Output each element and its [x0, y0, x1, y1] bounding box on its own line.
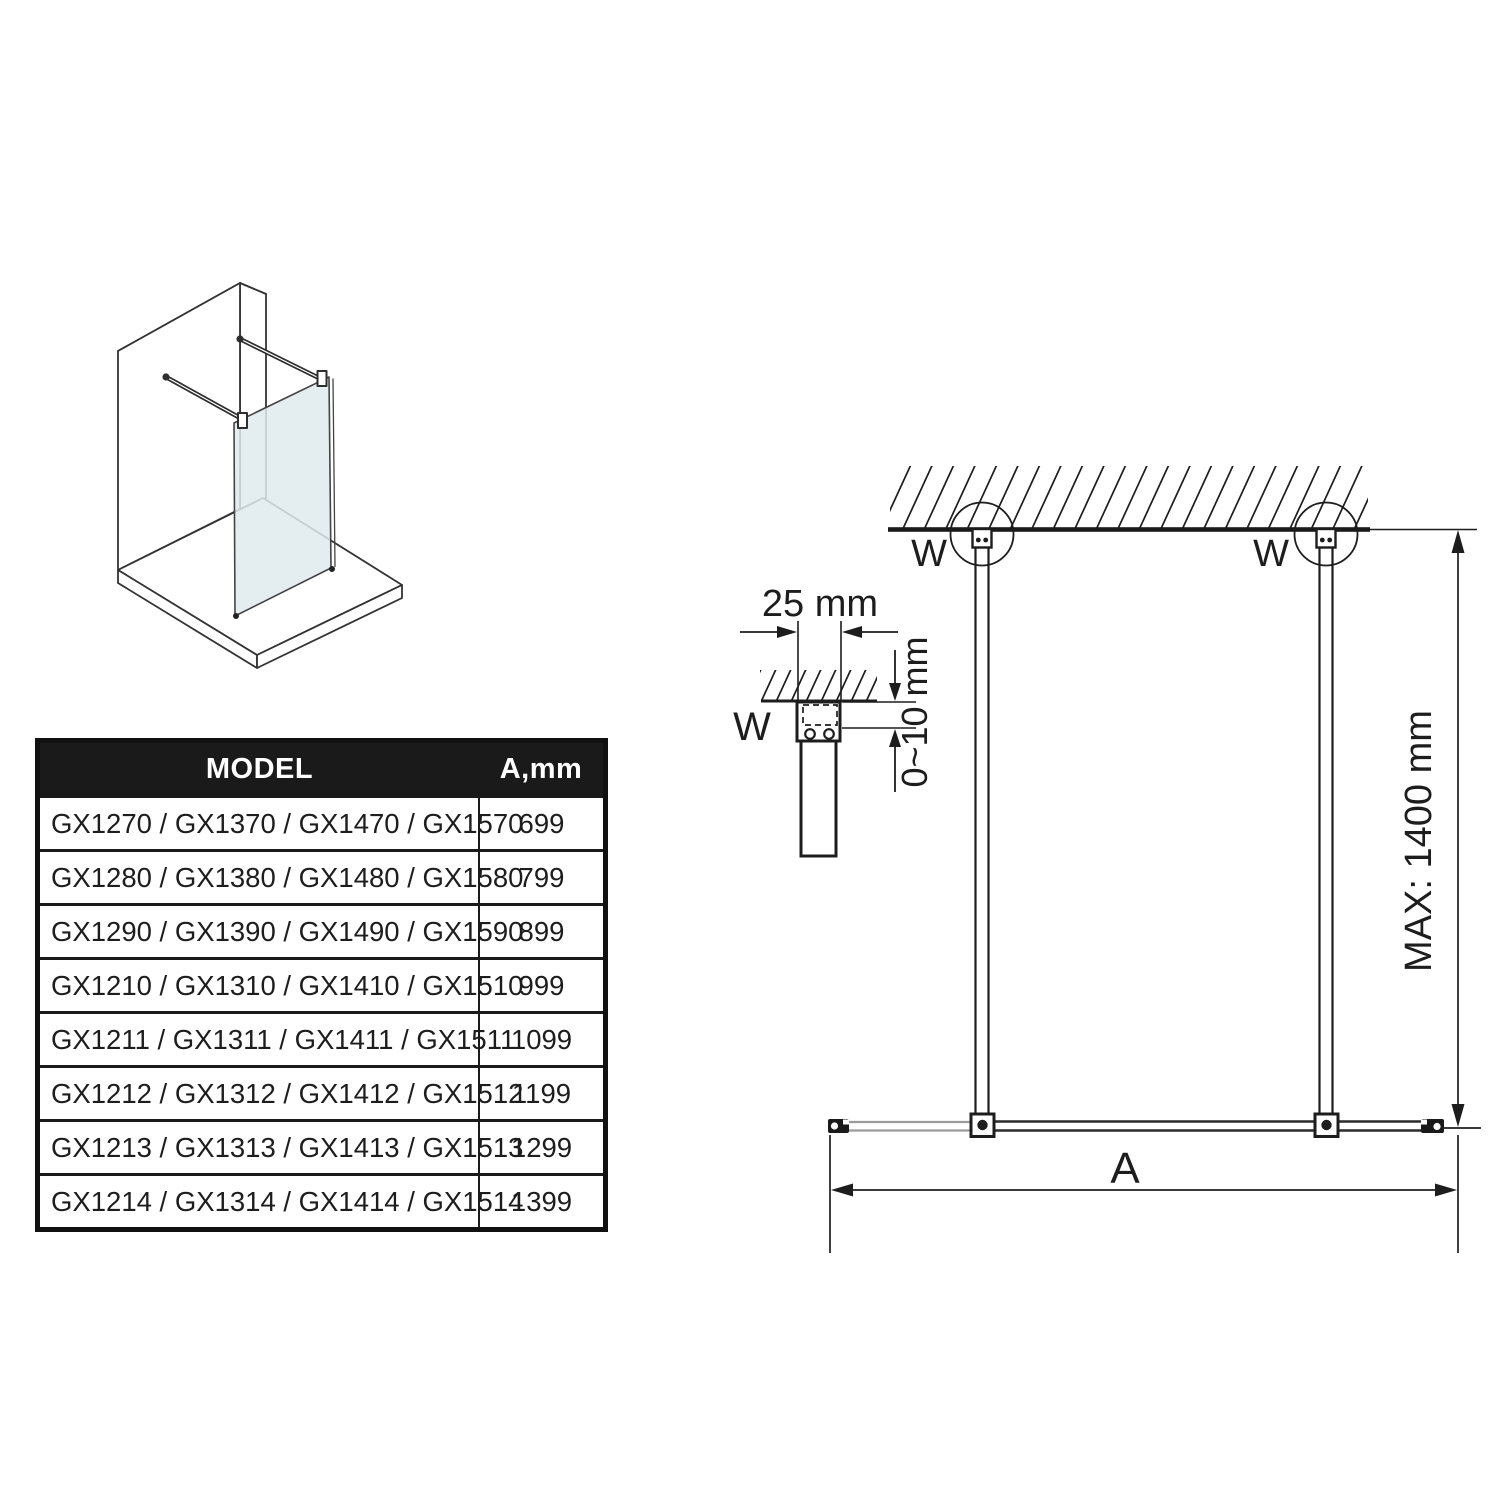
a-mm-cell: 699 — [479, 797, 606, 851]
dimension-glass-width — [830, 1135, 1458, 1253]
detail-label: W — [733, 705, 771, 749]
model-cell: GX1214 / GX1314 / GX1414 / GX1514 — [38, 1175, 480, 1230]
a-mm-cell: 999 — [479, 959, 606, 1013]
dim-adjust-range-label: 0~10 mm — [894, 636, 935, 788]
support-bar-left — [976, 546, 989, 1114]
dim-glass-width-label: A — [1110, 1144, 1140, 1193]
wall-anchor-right-label: W — [1253, 533, 1289, 575]
model-cell: GX1280 / GX1380 / GX1480 / GX1580 — [38, 851, 480, 905]
plan-view — [828, 462, 1481, 1253]
a-mm-cell: 899 — [479, 905, 606, 959]
table-row — [38, 1013, 606, 1067]
glass-end-cap-right — [1421, 1119, 1444, 1133]
wall-hatch — [858, 462, 1450, 533]
a-mm-cell: 1199 — [479, 1067, 606, 1121]
model-cell: GX1270 / GX1370 / GX1470 / GX1570 — [38, 797, 480, 851]
wall-bracket-right — [1317, 529, 1336, 548]
bar-connector-right — [1315, 1114, 1338, 1137]
wall-surface-line — [888, 527, 1370, 532]
glass-edge-plan — [828, 1114, 1444, 1137]
a-mm-cell: 1399 — [479, 1175, 606, 1230]
model-cell: GX1210 / GX1310 / GX1410 / GX1510 — [38, 959, 480, 1013]
dim-profile-width-label: 25 mm — [761, 583, 879, 625]
detail-wall-hatch — [745, 666, 912, 704]
dim-max-length-label: MAX: 1400 mm — [1398, 710, 1440, 972]
a-mm-cell: 1299 — [479, 1121, 606, 1175]
glass-end-cap-left — [828, 1119, 849, 1133]
model-cell: GX1213 / GX1313 / GX1413 / GX1513 — [38, 1121, 480, 1175]
table-row — [38, 1121, 606, 1175]
table-row — [38, 851, 606, 905]
table-header-a-mm: A,mm — [479, 741, 606, 797]
models-table — [35, 738, 608, 1232]
isometric-view — [118, 283, 402, 668]
glass-foot-dot — [329, 566, 335, 572]
glass-clamp — [318, 371, 327, 386]
bar-connector-left — [971, 1114, 994, 1137]
wall-anchor-left-label: W — [911, 533, 947, 575]
table-row — [38, 1175, 606, 1230]
wall-bracket-left — [973, 529, 992, 548]
model-table-body — [38, 797, 606, 1230]
detail-bar — [801, 741, 836, 856]
model-cell: GX1290 / GX1390 / GX1490 / GX1590 — [38, 905, 480, 959]
detail-bracket — [797, 702, 840, 741]
dimension-max-length — [1444, 530, 1481, 1128]
table-header-model: MODEL — [38, 741, 480, 797]
dimension-profile-width — [740, 621, 898, 702]
table-row — [38, 1067, 606, 1121]
table-header-row — [38, 741, 606, 797]
glass-foot-dot — [233, 613, 239, 619]
screw-icon — [805, 729, 815, 739]
glass-clamp — [238, 413, 247, 428]
model-cell: GX1211 / GX1311 / GX1411 / GX1511 — [38, 1013, 480, 1067]
model-cell: GX1212 / GX1312 / GX1412 / GX1512 — [38, 1067, 480, 1121]
screw-icon — [824, 729, 834, 739]
support-bar-right — [1320, 546, 1333, 1114]
detail-view-w — [733, 583, 935, 856]
table-row — [38, 959, 606, 1013]
a-mm-cell: 799 — [479, 851, 606, 905]
table-row — [38, 797, 606, 851]
table-row — [38, 905, 606, 959]
a-mm-cell: 1099 — [479, 1013, 606, 1067]
